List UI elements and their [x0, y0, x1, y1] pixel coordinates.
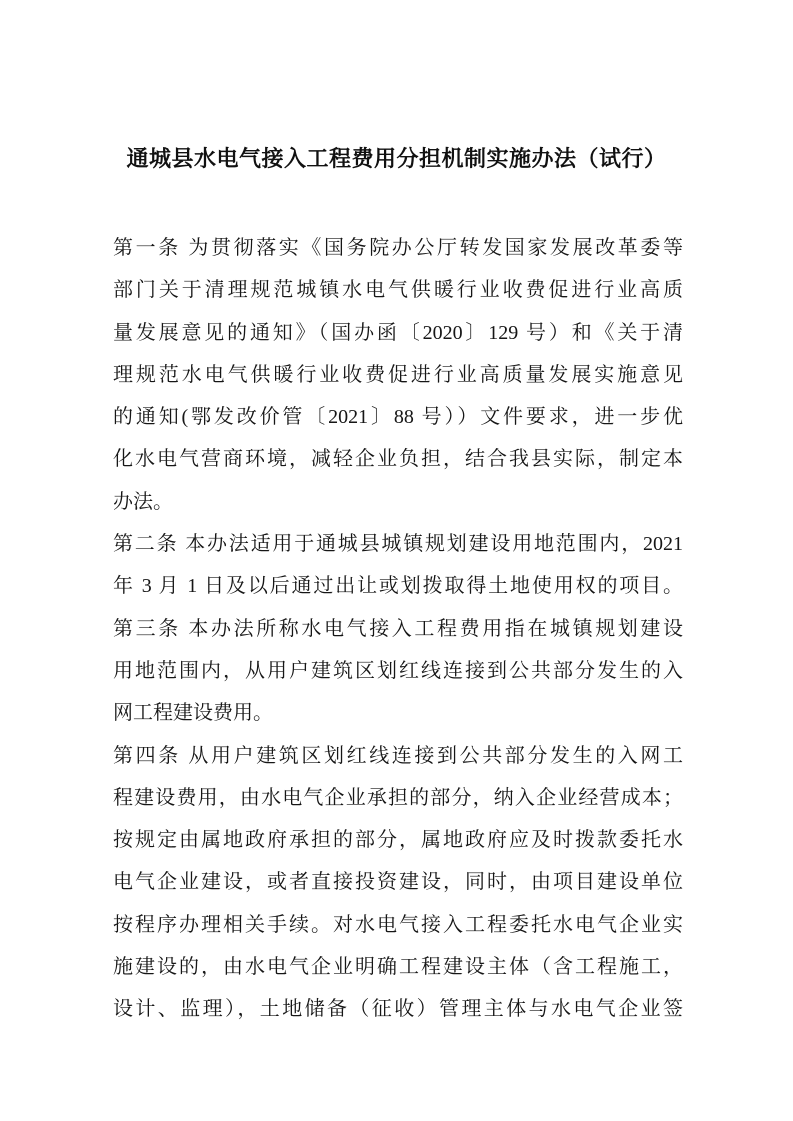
body-line: 化水电气营商环境，减轻企业负担，结合我县实际，制定本	[113, 448, 683, 471]
body-line: 设计、监理），土地储备（征收）管理主体与水电气企业签	[113, 998, 683, 1021]
body-line: 按规定由属地政府承担的部分，属地政府应及时拨款委托水	[113, 829, 683, 852]
body-line: 的通知(鄂发改价管〔2021〕88 号））文件要求，进一步优	[113, 406, 683, 429]
document-title: 通城县水电气接入工程费用分担机制实施办法（试行）	[126, 146, 667, 171]
body-line: 第二条 本办法适用于通城县城镇规划建设用地范围内，2021	[113, 533, 683, 556]
body-line: 第四条 从用户建筑区划红线连接到公共部分发生的入网工	[113, 744, 683, 767]
body-line: 办法。	[113, 490, 173, 513]
body-line: 量发展意见的通知》（国办函〔2020〕129 号）和《关于清	[113, 321, 683, 344]
body-line: 网工程建设费用。	[113, 702, 273, 725]
body-line: 部门关于清理规范城镇水电气供暖行业收费促进行业高质	[113, 279, 683, 302]
body-line: 用地范围内，从用户建筑区划红线连接到公共部分发生的入	[113, 659, 683, 682]
body-line: 电气企业建设，或者直接投资建设，同时，由项目建设单位	[113, 871, 683, 894]
body-line: 按程序办理相关手续。对水电气接入工程委托水电气企业实	[113, 913, 683, 936]
body-line: 程建设费用，由水电气企业承担的部分，纳入企业经营成本；	[113, 786, 683, 809]
body-line: 年 3 月 1 日及以后通过出让或划拨取得土地使用权的项目。	[113, 575, 683, 598]
body-line: 第一条 为贯彻落实《国务院办公厅转发国家发展改革委等	[113, 237, 683, 259]
body-line: 施建设的，由水电气企业明确工程建设主体（含工程施工，	[113, 956, 683, 979]
document-body	[113, 227, 683, 1031]
body-line: 第三条 本办法所称水电气接入工程费用指在城镇规划建设	[113, 617, 683, 640]
body-line: 理规范水电气供暖行业收费促进行业高质量发展实施意见	[113, 363, 683, 386]
